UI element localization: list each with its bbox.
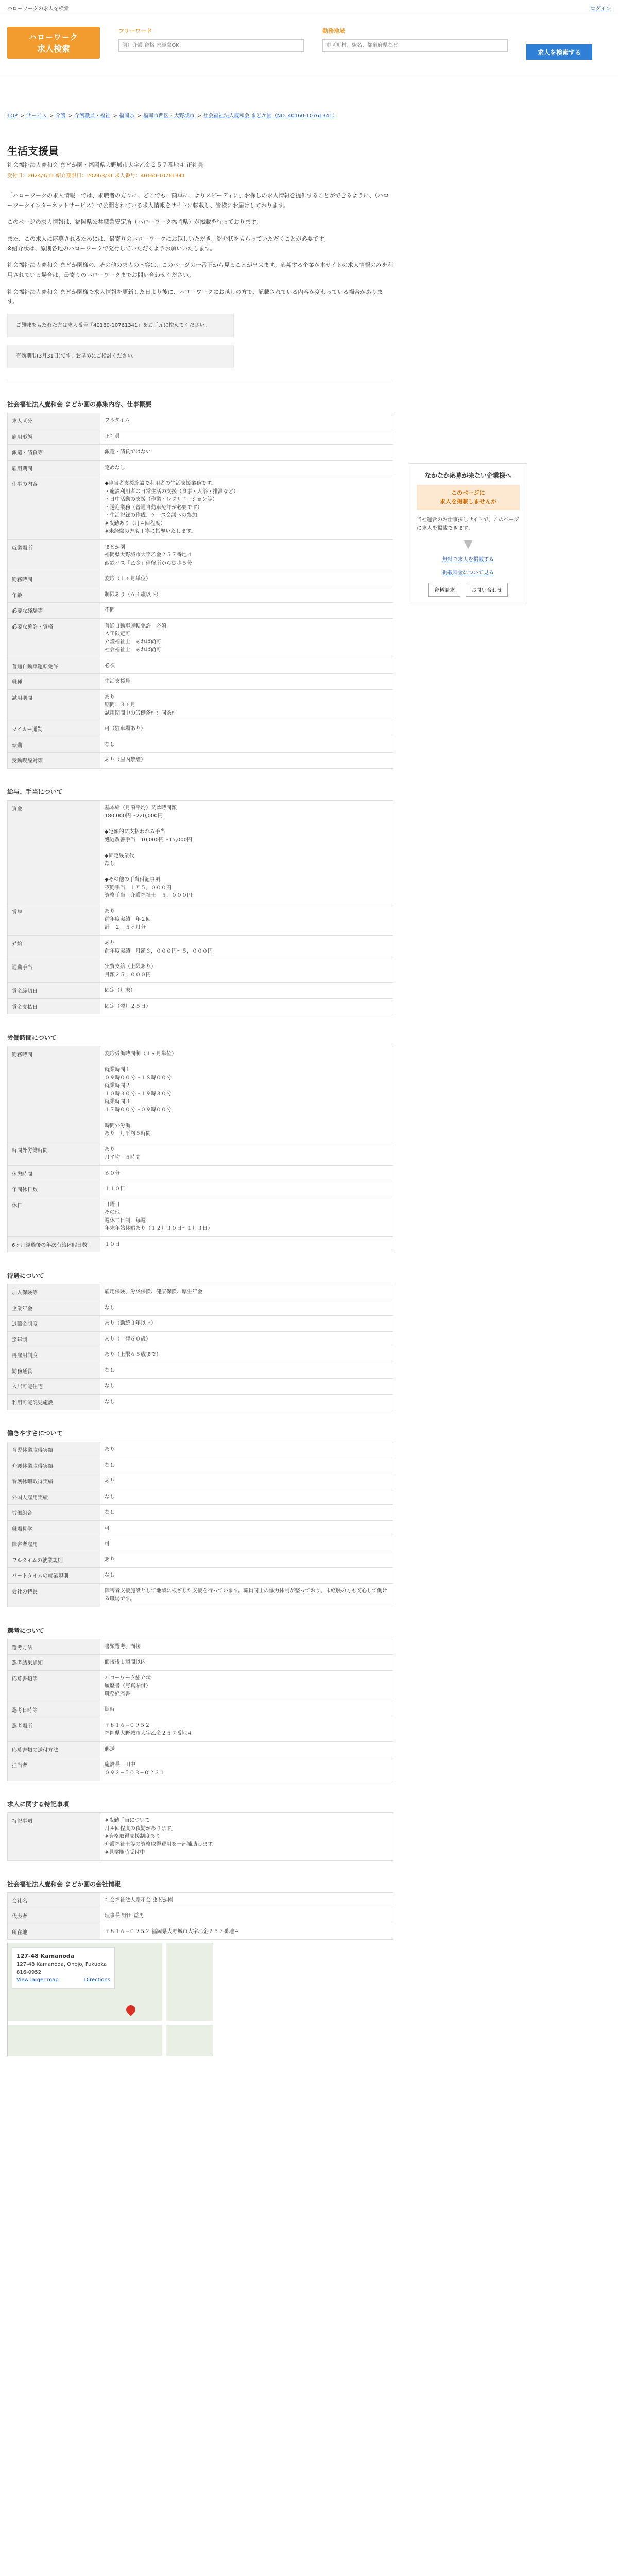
table-row — [8, 1316, 393, 1332]
row-label: 普通自動車運転免許 — [8, 658, 100, 674]
info-sections — [7, 400, 393, 1940]
job-company: 社会福祉法人慶和会 まどか園・福岡県大野城市大字乙金２５７番地４ 正社員 — [7, 162, 203, 168]
row-label: マイカー通勤 — [8, 721, 100, 737]
sidebar — [409, 463, 527, 2056]
table-row — [8, 1236, 393, 1252]
row-value: 障害者支援施設として地域に根ざした支援を行っています。職員同士の協力体制が整っており、未経験の方も安心して働ける職場です。 — [100, 1583, 393, 1607]
table-row — [8, 737, 393, 753]
breadcrumb-item[interactable]: 社会福祉法人慶和会 まどか園（NO. 40160-10761341） — [203, 113, 338, 119]
row-value: 面接後１週間以内 — [100, 1655, 393, 1671]
header — [0, 16, 618, 78]
row-label: 就業場所 — [8, 539, 100, 571]
row-value: 雇用保険、労災保険、健康保険、厚生年金 — [100, 1284, 393, 1300]
row-value: 基本給（月額平均）又は時間額 180,000円〜220,000円 ◆定額的に支払われる手当 処遇改善手当 10,000円〜15,000円 ◆固定残業代 なし ◆その他の手当付記事項 夜勤手当 １回５，０００円 資格手当 介護福祉士 ５，０００円 — [100, 800, 393, 904]
row-value: １０日 — [100, 1236, 393, 1252]
table-row — [8, 1284, 393, 1300]
lead-paragraph: また、この求人に応募されるためには、最寄りのハローワークにお越しいただき、紹介状をもらっていただくことが必要です。 ※紹介状は、原則各地のハローワークで発行していただくようお願いいたします。 — [7, 235, 330, 252]
row-label: 勤務時間 — [8, 571, 100, 587]
promo-link-price[interactable]: 掲載料金について見る — [442, 570, 494, 576]
row-value: 可 — [100, 1536, 393, 1552]
row-label: 通勤手当 — [8, 959, 100, 983]
employer-promo-box — [409, 463, 527, 604]
row-label: 育児休業取得実績 — [8, 1442, 100, 1458]
row-value: 変形（１ヶ月単位） — [100, 571, 393, 587]
breadcrumb-item[interactable]: TOP — [7, 113, 18, 119]
row-label: 必要な免許・資格 — [8, 618, 100, 658]
row-label: 介護休業取得実績 — [8, 1458, 100, 1473]
table-row — [8, 674, 393, 690]
row-label: フルタイムの就業規則 — [8, 1552, 100, 1568]
lead-paragraph: このページの求人情報は、福岡県公共職業安定所（ハローワーク福岡県）が掲載を行っております。 — [7, 218, 262, 226]
row-value: １１０日 — [100, 1181, 393, 1197]
table-row — [8, 1142, 393, 1165]
row-value: フルタイム — [100, 413, 393, 429]
table-row — [8, 1379, 393, 1395]
breadcrumb-item[interactable]: 福岡県 — [119, 113, 135, 119]
row-value: 施設長 田中 ０９２−５０３−０２３１ — [100, 1757, 393, 1781]
row-label: 仕事の内容 — [8, 476, 100, 540]
table-row — [8, 587, 393, 603]
map-road — [162, 1943, 166, 2056]
info-table — [7, 800, 393, 1015]
row-label: 転勤 — [8, 737, 100, 753]
table-row — [8, 1473, 393, 1489]
row-value: 郵送 — [100, 1741, 393, 1757]
row-label: 利用可能託児施設 — [8, 1394, 100, 1410]
table-row — [8, 1197, 393, 1236]
table-row — [8, 721, 393, 737]
table-row — [8, 1363, 393, 1379]
table-row — [8, 603, 393, 619]
row-label: 担当者 — [8, 1757, 100, 1781]
map-larger-link[interactable]: View larger map — [16, 1977, 59, 1983]
table-row — [8, 753, 393, 769]
site-tagline: ハローワークの求人を検索 — [7, 6, 69, 12]
row-value: なし — [100, 1394, 393, 1410]
table-row — [8, 658, 393, 674]
table-row — [8, 1813, 393, 1861]
row-value: なし — [100, 1505, 393, 1521]
search-button[interactable]: 求人を検索する — [526, 44, 592, 60]
row-label: 年齢 — [8, 587, 100, 603]
row-label: 会社名 — [8, 1892, 100, 1908]
row-label: 選考方法 — [8, 1639, 100, 1655]
lead-text — [7, 191, 393, 307]
table-row — [8, 936, 393, 959]
row-label: 障害者雇用 — [8, 1536, 100, 1552]
row-value: 生活支援員 — [100, 674, 393, 690]
map-road — [8, 2021, 213, 2025]
row-value: まどか園 福岡県大野城市大字乙金２５７番地４ 西鉄バス「乙金」停留所から徒歩５分 — [100, 539, 393, 571]
row-value: 定めなし — [100, 460, 393, 476]
table-row — [8, 1046, 393, 1142]
row-label: 選考結果通知 — [8, 1655, 100, 1671]
info-table — [7, 1892, 393, 1940]
map-directions-link[interactable]: Directions — [84, 1977, 110, 1983]
row-value: あり 前年度実績 月額３，０００円〜５，０００円 — [100, 936, 393, 959]
row-value: あり — [100, 1442, 393, 1458]
row-value: なし — [100, 1458, 393, 1473]
row-value: ６０分 — [100, 1165, 393, 1181]
table-row — [8, 689, 393, 721]
row-value: 随時 — [100, 1702, 393, 1718]
row-label: 雇用期間 — [8, 460, 100, 476]
table-row — [8, 1300, 393, 1316]
place-input[interactable] — [322, 39, 508, 52]
table-row — [8, 904, 393, 936]
breadcrumb-separator: > — [135, 113, 143, 119]
promo-question: なかなか応募が来ない企業様へ — [424, 472, 511, 479]
row-label: 職場見学 — [8, 1520, 100, 1536]
row-value: あり（屋内禁煙） — [100, 753, 393, 769]
row-label: 受動喫煙対策 — [8, 753, 100, 769]
table-row — [8, 1394, 393, 1410]
table-row — [8, 998, 393, 1014]
row-value: 派遣・請負ではない — [100, 445, 393, 461]
info-table — [7, 1046, 393, 1252]
row-value: ハローワーク紹介状 履歴書（写真貼付） 職務経歴書 — [100, 1670, 393, 1702]
row-label: 代表者 — [8, 1908, 100, 1924]
row-value: 変形労働時間制（１ヶ月単位） 就業時間１ ０９時００分〜１８時００分 就業時間２ １０時３０分〜１９時３０分 就業時間３ １７時００分〜０９時００分 時間外労働 あり 月平均５時間 — [100, 1046, 393, 1142]
contact-button[interactable]: お問い合わせ — [466, 583, 508, 597]
row-label: 時間外労働時間 — [8, 1142, 100, 1165]
info-table — [7, 1812, 393, 1861]
row-label: 会社の特長 — [8, 1583, 100, 1607]
table-row — [8, 1505, 393, 1521]
row-value: あり（勤続３年以上） — [100, 1316, 393, 1332]
promo-desc: 当社運営のお仕事探しサイトで、このページに求人を掲載できます。 — [417, 517, 519, 531]
notice-box: 有効期限(3月31日)です。お早めにご検討ください。 — [7, 345, 234, 368]
info-table — [7, 1639, 393, 1782]
row-value: 〒８１６−０９５２ 福岡県大野城市大字乙金２５７番地４ — [100, 1924, 393, 1940]
row-value: なし — [100, 1568, 393, 1584]
section-title: 給与、手当について — [7, 788, 63, 795]
table-row — [8, 1181, 393, 1197]
table-row — [8, 1892, 393, 1908]
table-row — [8, 429, 393, 445]
arrow-down-icon: ▼ — [464, 538, 473, 551]
row-label: パートタイムの就業規則 — [8, 1568, 100, 1584]
row-value: 理事長 野田 益男 — [100, 1908, 393, 1924]
row-label: 派遣・請負等 — [8, 445, 100, 461]
row-value: なし — [100, 1300, 393, 1316]
row-value: 日曜日 その他 週休二日制 毎週 年末年始休暇あり（１２月３０日〜１月３日） — [100, 1197, 393, 1236]
row-label: 応募書類の送付方法 — [8, 1741, 100, 1757]
promo-link-post[interactable]: 無料で求人を掲載する — [442, 557, 494, 563]
table-row — [8, 1520, 393, 1536]
row-value: 書類選考、面接 — [100, 1639, 393, 1655]
table-row — [8, 618, 393, 658]
row-label: 休日 — [8, 1197, 100, 1236]
table-row — [8, 413, 393, 429]
row-value: あり（一律６０歳） — [100, 1331, 393, 1347]
row-value: 不問 — [100, 603, 393, 619]
row-label: 看護休暇取得実績 — [8, 1473, 100, 1489]
row-label: 6ヶ月経過後の年次有給休暇日数 — [8, 1236, 100, 1252]
table-row — [8, 1552, 393, 1568]
row-value: 可 — [100, 1520, 393, 1536]
row-value: あり — [100, 1473, 393, 1489]
breadcrumb-item[interactable]: 介護 — [55, 113, 66, 119]
row-value: なし — [100, 1489, 393, 1505]
table-row — [8, 800, 393, 904]
row-label: 昇給 — [8, 936, 100, 959]
table-row — [8, 959, 393, 983]
breadcrumb-item[interactable]: サービス — [26, 113, 47, 119]
row-value: 社会福祉法人慶和会 まどか園 — [100, 1892, 393, 1908]
breadcrumb — [0, 78, 618, 128]
row-value: 必須 — [100, 658, 393, 674]
table-row — [8, 1741, 393, 1757]
lead-paragraph: 社会福祉法人慶和会 まどか園様で求人情報を更新した日より後に、ハローワークにお越しの方で、記載されている内容が変わっている場合があります。 — [7, 288, 383, 305]
table-row — [8, 1347, 393, 1363]
table-row — [8, 460, 393, 476]
freeword-label: フリーワード — [118, 28, 152, 35]
table-row — [8, 1639, 393, 1655]
table-row — [8, 1718, 393, 1741]
row-label: 試用期間 — [8, 689, 100, 721]
row-label: 賞与 — [8, 904, 100, 936]
map-info-card — [12, 1947, 115, 1989]
row-value: なし — [100, 737, 393, 753]
table-row — [8, 1702, 393, 1718]
row-value: 実費支給（上限あり） 月額２５，０００円 — [100, 959, 393, 983]
row-value: ※夜勤手当について 月４回程度の夜勤があります。 ※資格取得支援制度あり 介護福祉士等の資格取得費用を一部補助します。 ※見学随時受付中 — [100, 1813, 393, 1861]
table-row — [8, 476, 393, 540]
lead-paragraph: 社会福祉法人慶和会 まどか園様の、その他の求人の内容は、このページの一番下から見ることが出来ます。応募する企業が本サイトの求人情報のみを利用されている場合は、最寄りのハローワークまでお問い合わせください。 — [7, 262, 393, 279]
row-label: 所在地 — [8, 1924, 100, 1940]
job-meta: 受付日：2024/1/11 紹介期限日：2024/3/31 求人番号：40160-10761341 — [7, 173, 185, 179]
place-label: 勤務地域 — [322, 28, 345, 35]
table-row — [8, 983, 393, 999]
row-label: 賃金 — [8, 800, 100, 904]
breadcrumb-separator: > — [195, 113, 203, 119]
top-bar — [0, 0, 618, 16]
row-label: 定年制 — [8, 1331, 100, 1347]
section-title: 求人に関する特記事項 — [7, 1801, 70, 1808]
row-label: 選考日時等 — [8, 1702, 100, 1718]
table-row — [8, 539, 393, 571]
table-row — [8, 1655, 393, 1671]
section-title: 社会福祉法人慶和会 まどか園の募集内容、仕事概要 — [7, 401, 152, 409]
info-table — [7, 1284, 393, 1410]
section-title: 社会福祉法人慶和会 まどか園の会社情報 — [7, 1880, 121, 1888]
table-row — [8, 1165, 393, 1181]
map-pin-icon — [124, 2003, 137, 2016]
table-row — [8, 1924, 393, 1940]
freeword-input[interactable] — [118, 39, 304, 52]
row-value: 固定（月末） — [100, 983, 393, 999]
breadcrumb-separator: > — [111, 113, 119, 119]
row-label: 勤務時間 — [8, 1046, 100, 1142]
row-label: 必要な経験等 — [8, 603, 100, 619]
section-title: 労働時間について — [7, 1034, 57, 1042]
section-title: 選考について — [7, 1626, 44, 1634]
table-row — [8, 1442, 393, 1458]
row-label: 賃金支払日 — [8, 998, 100, 1014]
breadcrumb-separator: > — [19, 113, 26, 119]
row-label: 退職金制度 — [8, 1316, 100, 1332]
table-row — [8, 571, 393, 587]
row-value: なし — [100, 1363, 393, 1379]
lead-paragraph: 「ハローワークの求人情報」では、求職者の方々に、どこでも、簡単に、よりスピーディに、お探しの求人情報を提供することができるように、（ハローワークインターネットサービス）で公開されている求人情報をサイトに転載し、皆様にお届けしております。 — [7, 192, 389, 209]
row-value: 普通自動車運転免許 必須 ＡＴ限定可 介護福祉士 あれば尚可 社会福祉士 あれば尚可 — [100, 618, 393, 658]
row-value: あり 月平均 ５時間 — [100, 1142, 393, 1165]
table-row — [8, 1908, 393, 1924]
map[interactable] — [7, 1943, 213, 2056]
table-row — [8, 1489, 393, 1505]
row-value: 正社員 — [100, 429, 393, 445]
row-label: 雇用形態 — [8, 429, 100, 445]
table-row — [8, 1583, 393, 1607]
section-title: 待遇について — [7, 1272, 44, 1280]
row-label: 外国人雇用実績 — [8, 1489, 100, 1505]
breadcrumb-item[interactable]: 介護職員・福祉 — [74, 113, 111, 119]
row-label: 再雇用制度 — [8, 1347, 100, 1363]
map-address: 127-48 Kamanoda, Onojo, Fukuoka 816-0952 — [16, 1961, 107, 1975]
row-value: あり（上限６５歳まで） — [100, 1347, 393, 1363]
row-value: あり — [100, 1552, 393, 1568]
row-label: 勤務延長 — [8, 1363, 100, 1379]
row-label: 選考場所 — [8, 1718, 100, 1741]
table-row — [8, 1458, 393, 1473]
table-row — [8, 1568, 393, 1584]
row-label: 入居可能住宅 — [8, 1379, 100, 1395]
row-label: 年間休日数 — [8, 1181, 100, 1197]
map-place: 127-48 Kamanoda — [16, 1953, 75, 1960]
row-label: 求人区分 — [8, 413, 100, 429]
notice-area — [7, 314, 393, 368]
row-label: 加入保険等 — [8, 1284, 100, 1300]
section-title: 働きやすさについて — [7, 1430, 63, 1437]
row-value: あり 前年度実績 年２回 計 ２．５ヶ月分 — [100, 904, 393, 936]
row-label: 職種 — [8, 674, 100, 690]
row-label: 応募書類等 — [8, 1670, 100, 1702]
breadcrumb-separator: > — [66, 113, 75, 119]
row-value: 可（駐車場あり） — [100, 721, 393, 737]
table-row — [8, 1757, 393, 1781]
row-label: 企業年金 — [8, 1300, 100, 1316]
search-area — [118, 27, 592, 60]
table-row — [8, 1536, 393, 1552]
info-table — [7, 413, 393, 769]
row-value: あり 期間：３ヶ月 試用期間中の労働条件：同条件 — [100, 689, 393, 721]
site-logo[interactable]: ハローワーク 求人検索 — [7, 27, 100, 59]
breadcrumb-item[interactable]: 福岡市西区・大野城市 — [143, 113, 195, 119]
breadcrumb-separator: > — [47, 113, 56, 119]
row-value: 制限あり（６４歳以下） — [100, 587, 393, 603]
row-value: 〒８１６−０９５２ 福岡県大野城市大字乙金２５７番地４ — [100, 1718, 393, 1741]
row-value: なし — [100, 1379, 393, 1395]
job-title: 生活支援員 — [7, 145, 59, 157]
promo-highlight: このページに 求人を掲載しませんか — [417, 485, 520, 510]
row-label: 休憩時間 — [8, 1165, 100, 1181]
table-row — [8, 445, 393, 461]
table-row — [8, 1331, 393, 1347]
request-doc-button[interactable]: 資料請求 — [428, 583, 460, 597]
row-label: 賃金締切日 — [8, 983, 100, 999]
main-content — [7, 128, 393, 2056]
row-label: 労働組合 — [8, 1505, 100, 1521]
row-value: ◆障害者支援施設で利用者の生活支援業務です。 ・施設利用者の日常生活の支援（食事・入浴・排泄など） ・日中活動の支援（作業・レクリエーション等） ・送迎業務（普通自動車免許が必要です） ・生活記録の作成、ケース会議への参加 ※夜勤あり（月４回程度） ※未経験の方も丁寧に指導いたします。 — [100, 476, 393, 540]
row-value: 固定（翌月２５日） — [100, 998, 393, 1014]
row-label: 特記事項 — [8, 1813, 100, 1861]
notice-box: ご興味をもたれた方は求人番号「40160-10761341」をお手元に控えてください。 — [7, 314, 234, 337]
table-row — [8, 1670, 393, 1702]
info-table — [7, 1442, 393, 1607]
login-link[interactable]: ログイン — [590, 6, 611, 12]
